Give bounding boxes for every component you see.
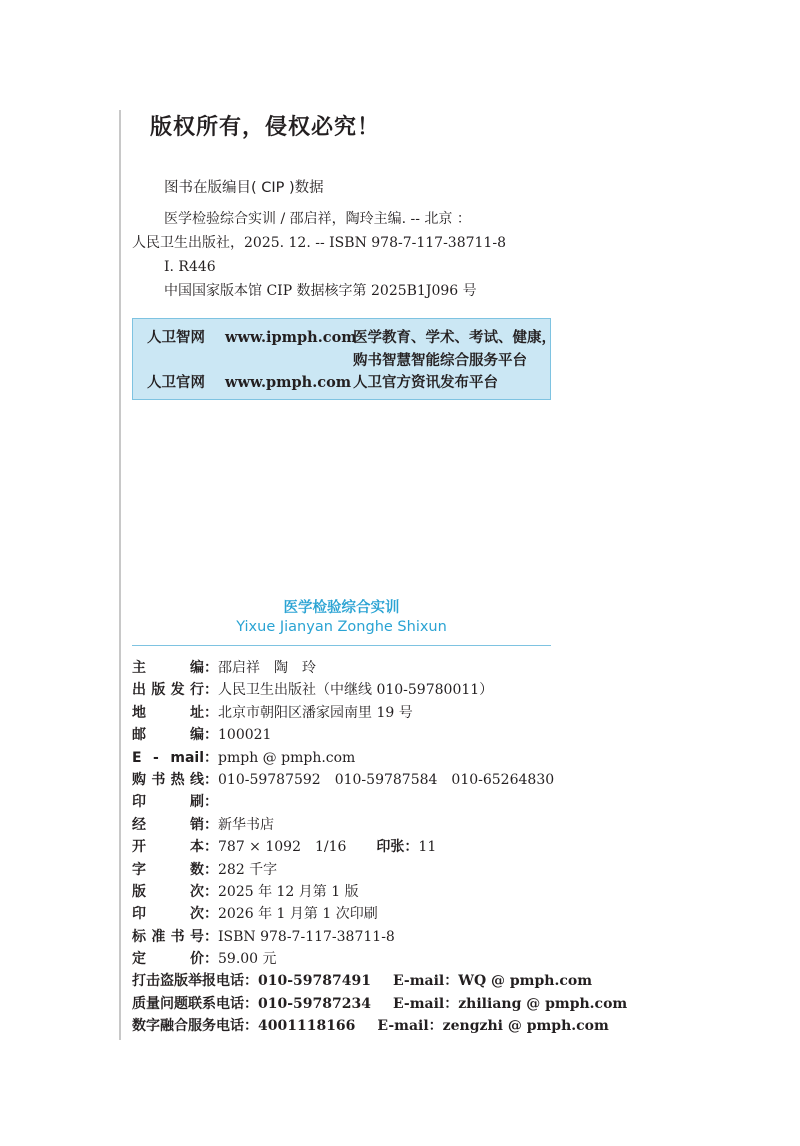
- platform-desc-ipmph: 医学教育、学术、考试、健康，: [353, 330, 556, 346]
- words-label: 字数: [132, 861, 204, 878]
- price-value: 59.00 元: [218, 951, 277, 968]
- sheets-label: 印张：: [376, 839, 419, 856]
- isbn-label: 标准书号: [132, 928, 204, 945]
- quality-phone: 010-59787234: [258, 995, 371, 1012]
- imprint-digital: [132, 1015, 609, 1037]
- format-value: 787 × 1092 1/16: [218, 839, 347, 856]
- email-value[interactable]: pmph @ pmph.com: [218, 749, 356, 766]
- quality-label: 质量问题联系电话：: [132, 995, 258, 1012]
- cip-line-1: 医学检验综合实训 / 邵启祥，陶玲主编. -- 北京 ：: [164, 211, 471, 227]
- piracy-phone: 010-59787491: [258, 973, 371, 990]
- printing-label: 印次: [132, 906, 204, 923]
- platform-name-pmph: 人卫官网: [147, 375, 205, 391]
- platform-desc-ipmph-2: 购书智慧智能综合服务平台: [353, 353, 527, 369]
- copyright-notice: 版权所有，侵权必究！: [150, 115, 381, 140]
- dealer-value: 新华书店: [218, 816, 274, 833]
- digital-phone: 4001118166: [258, 1018, 356, 1035]
- book-title: 医学检验综合实训: [283, 600, 400, 616]
- platform-desc-pmph: 人卫官方资讯发布平台: [353, 375, 498, 391]
- imprint-editor: 主编：邵启祥 陶 玲: [132, 657, 572, 679]
- cip-record: [132, 207, 562, 303]
- hotline-label: 购书热线: [132, 771, 204, 788]
- platform-name-ipmph: 人卫智网: [147, 330, 205, 346]
- imprint-address: 地址：北京市朝阳区潘家园南里 19 号: [132, 702, 572, 724]
- imprint-publisher: 出版发行：人民卫生出版社（中继线 010-59780011）: [132, 679, 572, 701]
- imprint-edition: 版次：2025 年 12 月第 1 版: [132, 881, 572, 903]
- printing-value: 2026 年 1 月第 1 次印刷: [218, 906, 378, 923]
- email-label: E - mail: [132, 749, 204, 766]
- imprint-details: [132, 657, 628, 1038]
- info-row-pmph: [147, 372, 498, 394]
- cip-line-2: 人民卫生出版社，2025. 12. -- ISBN 978-7-117-38711-8: [132, 235, 506, 251]
- pmph-info-box: [132, 318, 556, 400]
- piracy-label: 打击盗版举报电话：: [132, 973, 258, 990]
- imprint-printing: 印次：2026 年 1 月第 1 次印刷: [132, 903, 572, 925]
- info-row-ipmph: [147, 327, 556, 349]
- book-title-pinyin: Yixue Jianyan Zonghe Shixun: [236, 619, 447, 635]
- format-label: 开本: [132, 839, 204, 856]
- edition-value: 2025 年 12 月第 1 版: [218, 883, 359, 900]
- imprint-printer: 印刷：: [132, 791, 572, 813]
- cip-title: 图书在版编目( CIP )数据: [164, 180, 324, 196]
- imprint-words: 字数：282 千字: [132, 859, 572, 881]
- editor-value: 邵启祥 陶 玲: [218, 660, 316, 676]
- address-label: 地址: [132, 704, 204, 721]
- editor-label: 主编: [132, 660, 204, 676]
- imprint-price: 定价：59.00 元: [132, 948, 572, 970]
- cip-line-3: Ⅰ. R446: [164, 259, 216, 275]
- imprint-format: 开本：787 × 1092 1/16 印张：11: [132, 836, 572, 858]
- platform-url-ipmph[interactable]: www.ipmph.com: [225, 329, 357, 346]
- sheets-value: 11: [418, 839, 437, 856]
- edition-label: 版次: [132, 883, 204, 900]
- words-value: 282 千字: [218, 861, 278, 878]
- imprint-hotline: 购书热线：010-59787592 010-59787584 010-65264830: [132, 769, 572, 791]
- printer-label: 印刷: [132, 794, 204, 811]
- postcode-value: 100021: [218, 727, 272, 744]
- isbn-value: ISBN 978-7-117-38711-8: [218, 928, 395, 945]
- cip-line-4: 中国国家版本馆 CIP 数据核字第 2025B1J096 号: [164, 283, 477, 299]
- digital-email[interactable]: E-mail：zengzhi @ pmph.com: [377, 1018, 609, 1035]
- price-label: 定价: [132, 951, 204, 968]
- piracy-email[interactable]: E-mail：WQ @ pmph.com: [392, 973, 593, 990]
- imprint-isbn: 标准书号：ISBN 978-7-117-38711-8: [132, 926, 572, 948]
- address-value: 北京市朝阳区潘家园南里 19 号: [218, 704, 413, 721]
- title-divider: [132, 645, 551, 646]
- imprint-dealer: 经销：新华书店: [132, 814, 572, 836]
- info-row-ipmph-cont: [353, 350, 527, 372]
- imprint-quality: [132, 993, 628, 1015]
- imprint-piracy: [132, 970, 593, 992]
- left-margin-rule: [119, 110, 121, 1040]
- platform-url-pmph[interactable]: www.pmph.com: [225, 374, 352, 391]
- quality-email[interactable]: E-mail：zhiliang @ pmph.com: [392, 995, 628, 1012]
- dealer-label: 经销: [132, 816, 204, 833]
- publisher-value: 人民卫生出版社（中继线 010-59780011）: [218, 682, 494, 699]
- imprint-postcode: 邮编：100021: [132, 724, 572, 746]
- hotline-value: 010-59787592 010-59787584 010-65264830: [218, 771, 555, 788]
- publisher-label: 出版发行: [132, 682, 204, 699]
- postcode-label: 邮编: [132, 727, 204, 744]
- imprint-email: E - mail：pmph @ pmph.com: [132, 747, 572, 769]
- digital-label: 数字融合服务电话：: [132, 1018, 258, 1035]
